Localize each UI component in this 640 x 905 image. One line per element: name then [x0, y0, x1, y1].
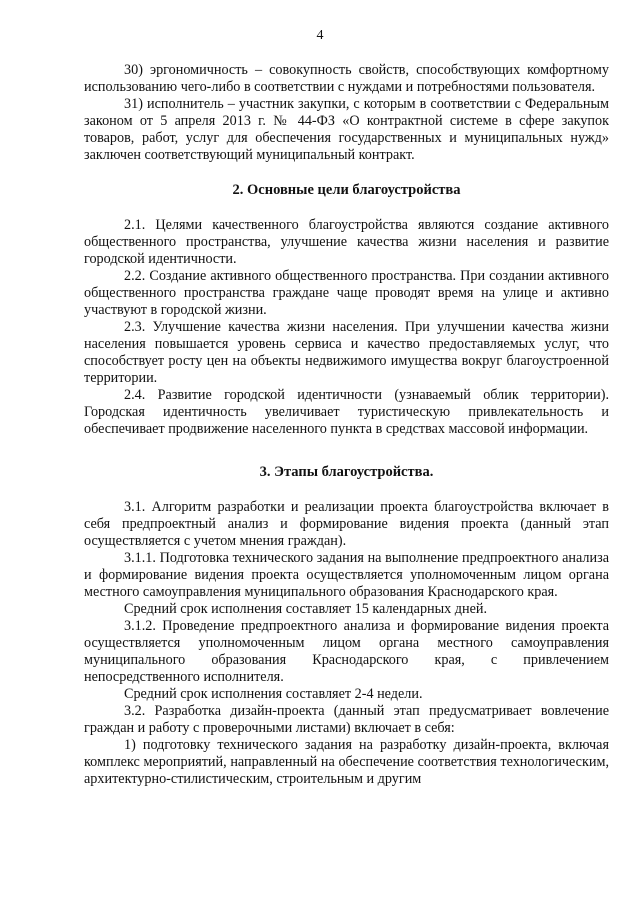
paragraph-term-2-4-weeks: Средний срок исполнения составляет 2-4 недели.	[124, 686, 423, 702]
paragraph-2-2: 2.2. Создание активного общественного пространства. При создании активного общественного пространства граждане чаще проводят время на улице и активно участвуют в городской жизни.	[84, 268, 609, 318]
definition-31: 31) исполнитель – участник закупки, с которым в соответствии с Федеральным законом от 5 апреля 2013 г. № 44-ФЗ «О контрактной системе в сфере закупок товаров, работ, услуг для обеспечения государственных и муниципальных нужд» заключен соответствующий муниципальный контракт.	[84, 96, 609, 163]
section-heading-goals: 2. Основные цели благоустройства	[232, 182, 461, 198]
paragraph-item-1: 1) подготовку технического задания на разработку дизайн-проекта, включая комплекс мероприятий, направленный на обеспечение соответствия технологическим, архитектурно-стилистическим, строительным и другим	[84, 737, 609, 787]
paragraph-2-3: 2.3. Улучшение качества жизни населения. При улучшении качества жизни населения повышается уровень сервиса и качество предоставляемых услуг, что способствует росту цен на объекты недвижимого имущества вокруг благоустроенной территории.	[84, 319, 609, 386]
section-heading-stages: 3. Этапы благоустройства.	[259, 464, 434, 480]
paragraph-2-1: 2.1. Целями качественного благоустройства являются создание активного общественного пространства, улучшение качества жизни населения и развитие городской идентичности.	[84, 217, 609, 267]
paragraph-3-1-1: 3.1.1. Подготовка технического задания на выполнение предпроектного анализа и формирование видения проекта осуществляется уполномоченным лицом органа местного самоуправления муниципального образования Краснодарского края.	[84, 550, 609, 600]
paragraph-3-1: 3.1. Алгоритм разработки и реализации проекта благоустройства включает в себя предпроектный анализ и формирование видения проекта (данный этап осуществляется с учетом мнения граждан).	[84, 499, 609, 549]
page-number: 4	[316, 28, 324, 43]
paragraph-3-2: 3.2. Разработка дизайн-проекта (данный этап предусматривает вовлечение граждан и работу с проверочными листами) включает в себя:	[84, 703, 609, 736]
paragraph-3-1-2: 3.1.2. Проведение предпроектного анализа и формирование видения проекта осуществляется уполномоченным лицом органа местного самоуправления муниципального образования Краснодарского края, с привлечением непосредственного исполнителя.	[84, 618, 609, 685]
definition-30: 30) эргономичность – совокупность свойств, способствующих комфортному использованию чего-либо в соответствии с нуждами и потребностями пользователя.	[84, 62, 609, 95]
document-body	[84, 62, 609, 788]
paragraph-2-4: 2.4. Развитие городской идентичности (узнаваемый облик территории). Городская идентичность увеличивает туристическую привлекательность и обеспечивает продвижение населенного пункта в средствах массовой информации.	[84, 387, 609, 437]
paragraph-term-15-days: Средний срок исполнения составляет 15 календарных дней.	[124, 601, 488, 617]
